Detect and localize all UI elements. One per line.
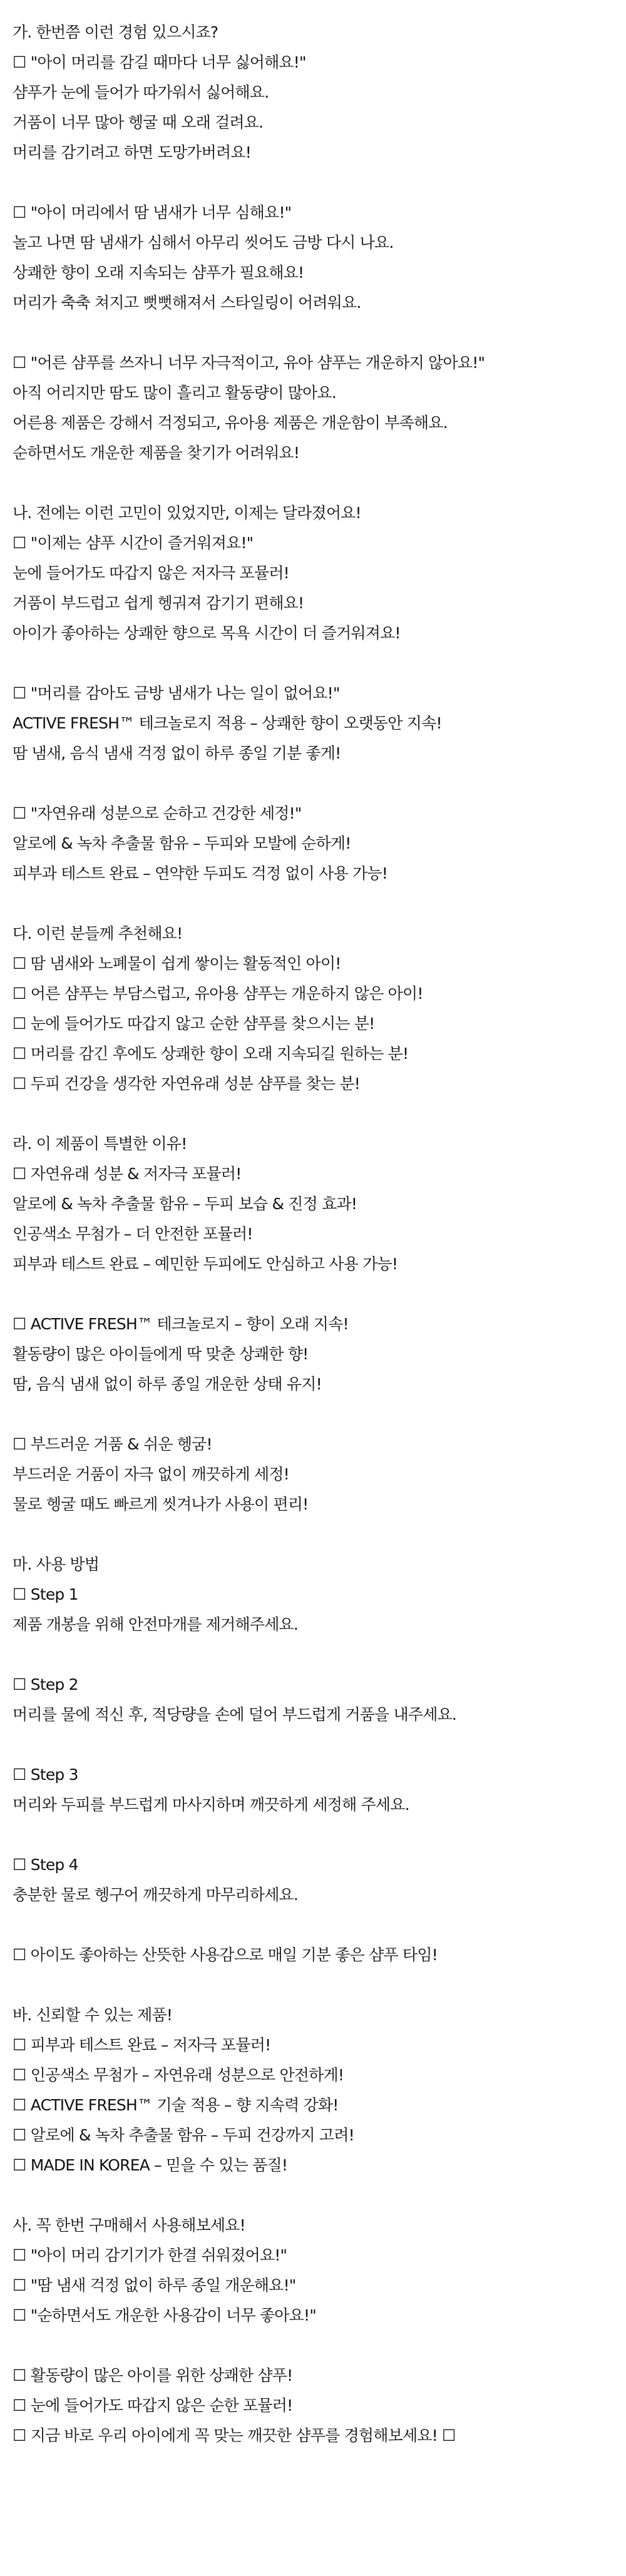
text-line: 머리가 축축 쳐지고 뻣뻣해져서 스타일링이 어려워요. [13, 294, 361, 312]
text-line: ☐ Step 4 [13, 1856, 78, 1874]
text-line: 가. 한번쯤 이런 경험 있으시죠? [13, 23, 218, 41]
text-line: ☐ "아이 머리를 감길 때마다 너무 싫어해요!" [13, 53, 306, 71]
blank-line [13, 318, 626, 348]
text-line: ☐ "아이 머리에서 땀 냄새가 너무 심해요!" [13, 203, 292, 222]
text-line: ☐ 부드러운 거품 & 쉬운 헹굼! [13, 1435, 212, 1453]
text-line: 라. 이 제품이 특별한 이유! [13, 1135, 187, 1153]
text-line: 땀, 음식 냄새 없이 하루 종일 개운한 상태 유지! [13, 1375, 322, 1393]
text-line: 땀 냄새, 음식 냄새 걱정 없이 하루 종일 기분 좋게! [13, 744, 341, 762]
text-line: ☐ Step 3 [13, 1766, 78, 1784]
blank-line [13, 889, 626, 919]
blank-line [13, 1279, 626, 1309]
text-line: ☐ 머리를 감긴 후에도 상쾌한 향이 오래 지속되길 원하는 분! [13, 1045, 409, 1063]
text-line: ☐ 눈에 들어가도 따갑지 않은 순한 포뮬러! [13, 2396, 293, 2415]
text-line: 알로에 & 녹차 추출물 함유 – 두피와 모발에 순하게! [13, 834, 351, 852]
text-line: 아직 어리지만 땀도 많이 흘리고 활동량이 많아요. [13, 384, 337, 402]
text-line: ☐ 지금 바로 우리 아이에게 꼭 맞는 깨끗한 샴푸를 경험해보세요! ☐ [13, 2426, 456, 2445]
text-line: 부드러운 거품이 자극 없이 깨끗하게 세정! [13, 1465, 289, 1483]
text-line: 알로에 & 녹차 추출물 함유 – 두피 보습 & 진정 효과! [13, 1195, 357, 1213]
text-line: ☐ "어른 샴푸를 쓰자니 너무 자극적이고, 유아 샴푸는 개운하지 않아요!" [13, 354, 485, 372]
blank-line [13, 1520, 626, 1550]
text-line: 피부과 테스트 완료 – 연약한 두피도 걱정 없이 사용 가능! [13, 864, 387, 882]
text-line: ☐ "땀 냄새 걱정 없이 하루 종일 개운해요!" [13, 2276, 296, 2294]
blank-line [13, 1970, 626, 2000]
blank-line [13, 468, 626, 498]
text-line: ☐ "이제는 샴푸 시간이 즐거워져요!" [13, 534, 254, 552]
text-line: 나. 전에는 이런 고민이 있었지만, 이제는 달라졌어요! [13, 504, 361, 522]
text-line: ☐ 피부과 테스트 완료 – 저자극 포뮬러! [13, 2036, 271, 2054]
text-line: ☐ 인공색소 무첨가 – 자연유래 성분으로 안전하게! [13, 2066, 344, 2084]
blank-line [13, 1730, 626, 1760]
text-line: 머리와 두피를 부드럽게 마사지하며 깨끗하게 세정해 주세요. [13, 1796, 409, 1814]
blank-line [13, 2180, 626, 2211]
blank-line [13, 2331, 626, 2361]
text-line: 상쾌한 향이 오래 지속되는 샴푸가 필요해요! [13, 263, 304, 282]
text-line: ☐ ACTIVE FRESH™ 기술 적용 – 향 지속력 강화! [13, 2096, 339, 2114]
text-line: 제품 개봉을 위해 안전마개를 제거해주세요. [13, 1615, 299, 1633]
blank-line [13, 1820, 626, 1850]
text-line: 피부과 테스트 완료 – 예민한 두피에도 안심하고 사용 가능! [13, 1255, 398, 1273]
blank-line [13, 1099, 626, 1129]
text-line: ☐ "순하면서도 개운한 사용감이 너무 좋아요!" [13, 2306, 316, 2324]
text-line: 물로 헹굴 때도 빠르게 씻겨나가 사용이 편리! [13, 1495, 309, 1513]
text-line: 머리를 감기려고 하면 도망가버려요! [13, 143, 251, 161]
text-line: 사. 꼭 한번 구매해서 사용해보세요! [13, 2216, 245, 2234]
text-line: ☐ 자연유래 성분 & 저자극 포뮬러! [13, 1165, 242, 1183]
blank-line [13, 769, 626, 799]
text-line: 활동량이 많은 아이들에게 딱 맞춘 상쾌한 향! [13, 1345, 309, 1363]
text-line: 마. 사용 방법 [13, 1555, 100, 1573]
text-line: 거품이 너무 많아 헹굴 때 오래 걸려요. [13, 113, 264, 131]
text-line: 바. 신뢰할 수 있는 제품! [13, 2006, 173, 2024]
text-line: 머리를 물에 적신 후, 적당량을 손에 덜어 부드럽게 거품을 내주세요. [13, 1705, 457, 1724]
text-line: ☐ MADE IN KOREA – 믿을 수 있는 품질! [13, 2156, 288, 2174]
text-line: ☐ 활동량이 많은 아이를 위한 상쾌한 샴푸! [13, 2366, 293, 2384]
text-line: ☐ 어른 샴푸는 부담스럽고, 유아용 샴푸는 개운하지 않은 아이! [13, 984, 423, 1003]
text-line: ☐ "자연유래 성분으로 순하고 건강한 세정!" [13, 804, 302, 822]
text-line: ☐ ACTIVE FRESH™ 테크놀로지 – 향이 오래 지속! [13, 1315, 349, 1333]
text-line: ☐ "아이 머리 감기기가 한결 쉬워졌어요!" [13, 2246, 287, 2264]
text-line: ☐ 땀 냄새와 노폐물이 쉽게 쌓이는 활동적인 아이! [13, 954, 341, 973]
text-line: 인공색소 무첨가 – 더 안전한 포뮬러! [13, 1225, 253, 1243]
text-line: ☐ 눈에 들어가도 따갑지 않고 순한 샴푸를 찾으시는 분! [13, 1015, 375, 1033]
text-line: 눈에 들어가도 따갑지 않은 저자극 포뮬러! [13, 564, 289, 582]
blank-line [13, 648, 626, 678]
text-line: ☐ Step 1 [13, 1585, 78, 1603]
text-line: 충분한 물로 헹구어 깨끗하게 마무리하세요. [13, 1886, 299, 1904]
text-line: ☐ Step 2 [13, 1675, 78, 1694]
text-line: 놀고 나면 땀 냄새가 심해서 아무리 씻어도 금방 다시 나요. [13, 233, 394, 252]
blank-line [13, 1399, 626, 1429]
text-line: ☐ "머리를 감아도 금방 냄새가 나는 일이 없어요!" [13, 684, 340, 702]
text-line: ☐ 아이도 좋아하는 산뜻한 사용감으로 매일 기분 좋은 샴푸 타임! [13, 1946, 438, 1964]
blank-line [13, 168, 626, 198]
text-line: 어른용 제품은 강해서 걱정되고, 유아용 제품은 개운함이 부족해요. [13, 414, 448, 432]
blank-line [13, 1640, 626, 1670]
text-line: ☐ 알로에 & 녹차 추출물 함유 – 두피 건강까지 고려! [13, 2126, 354, 2144]
text-line: ☐ 두피 건강을 생각한 자연유래 성분 샴푸를 찾는 분! [13, 1075, 361, 1093]
text-line: ACTIVE FRESH™ 테크놀로지 적용 – 상쾌한 향이 오랫동안 지속! [13, 714, 442, 732]
text-line: 순하면서도 개운한 제품을 찾기가 어려워요! [13, 444, 300, 462]
text-line: 샴푸가 눈에 들어가 따가워서 싫어해요. [13, 83, 269, 101]
text-line: 다. 이런 분들께 추천해요! [13, 924, 183, 943]
blank-line [13, 1910, 626, 1940]
text-line: 거품이 부드럽고 쉽게 헹궈져 감기기 편해요! [13, 594, 304, 612]
text-line: 아이가 좋아하는 상쾌한 향으로 목욕 시간이 더 즐거워져요! [13, 624, 401, 642]
